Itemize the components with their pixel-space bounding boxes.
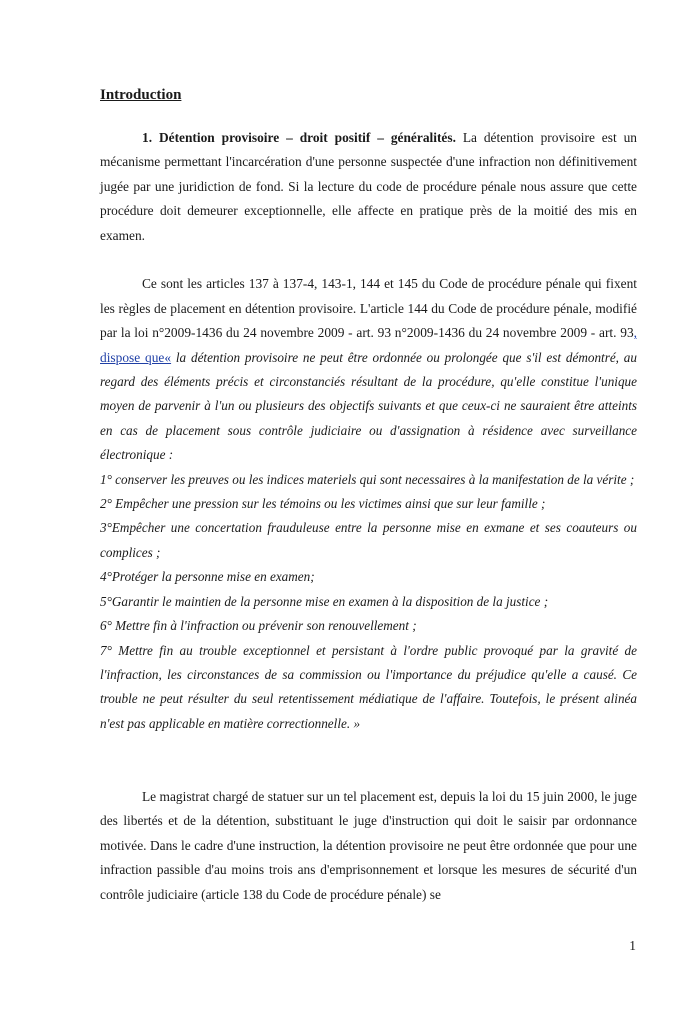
- paragraph-1: [100, 126, 637, 248]
- page-number: 1: [629, 938, 636, 953]
- paragraph-2-text: Ce sont les articles 137 à 137-4, 143-1, 144 et 145 du Code de procédure pénale qui fixent les règles de placement en détention provisoire. L'article 144 du Code de procédure pénale, modifié par la loi n°2009-1436 du 24 novembre 2009 - art. 93 n°2009-1436 du 24 novembre 2009 - art. 93: [100, 276, 637, 341]
- list-item: 7° Mettre fin au trouble exceptionnel et persistant à l'ordre public provoqué par la gravité de l'infraction, les circonstances de sa commission ou l'importance du préjudice qu'elle a causé. Ce trouble ne peut résulter du seul retentissement médiatique de l'affaire. Toutefois, le présent alinéa n'est pas applicable en matière correctionnelle. »: [100, 642, 637, 731]
- objectives-list: [100, 468, 637, 736]
- paragraph-spacer: [100, 248, 637, 272]
- list-item: 1° conserver les preuves ou les indices materiels qui sont necessaires à la manifestation de la vérite ;: [100, 471, 635, 487]
- list-item: 6° Mettre fin à l'infraction ou prévenir son renouvellement ;: [100, 618, 417, 634]
- paragraph-1-lead: 1. Détention provisoire – droit positif – généralités.: [142, 130, 456, 145]
- paragraph-spacer: [100, 761, 637, 785]
- paragraph-2: [100, 272, 637, 467]
- dispose-que-link[interactable]: , dispose que«: [100, 325, 637, 365]
- paragraph-1-text: La détention provisoire est un mécanisme permettant l'incarcération d'une personne suspectée d'une infraction non définitivement jugée par une juridiction de fond. Si la lecture du code de procédure pénale nous assure que cette procédure doit demeurer exceptionnelle, elle affecte en pratique près de la moitié des mis en examen.: [100, 130, 637, 243]
- list-item: 3°Empêcher une concertation frauduleuse entre la personne mise en exmane et ses coauteurs ou complices ;: [100, 520, 637, 560]
- paragraph-3: Le magistrat chargé de statuer sur un tel placement est, depuis la loi du 15 juin 2000, le juge des libertés et de la détention, substituant le juge d'instruction qui doit le saisir par ordonnance motivée. Dans le cadre d'une instruction, la détention provisoire ne peut être ordonnée que pour une infraction passible d'au moins trois ans d'emprisonnement et lorsque les mesures de sécurité d'un contrôle judiciaire (article 138 du Code de procédure pénale) se: [100, 788, 637, 902]
- paragraph-spacer: [100, 736, 637, 760]
- article-quote: la détention provisoire ne peut être ordonnée ou prolongée que s'il est démontré, au regard des éléments précis et circonstanciés résultant de la procédure, qu'elle constitue l'unique moyen de parvenir à l'un ou plusieurs des objectifs suivants et que ceux-ci ne sauraient être atteints en cas de placement sous contrôle judiciaire ou d'assignation à résidence avec surveillance électronique :: [100, 349, 637, 463]
- list-item: 2° Empêcher une pression sur les témoins ou les victimes ainsi que sur leur famille ;: [100, 496, 546, 512]
- section-heading: Introduction: [100, 87, 182, 103]
- list-item: 5°Garantir le maintien de la personne mise en examen à la disposition de la justice ;: [100, 593, 549, 609]
- list-item: 4°Protéger la personne mise en examen;: [100, 569, 315, 585]
- document-page: [100, 84, 637, 907]
